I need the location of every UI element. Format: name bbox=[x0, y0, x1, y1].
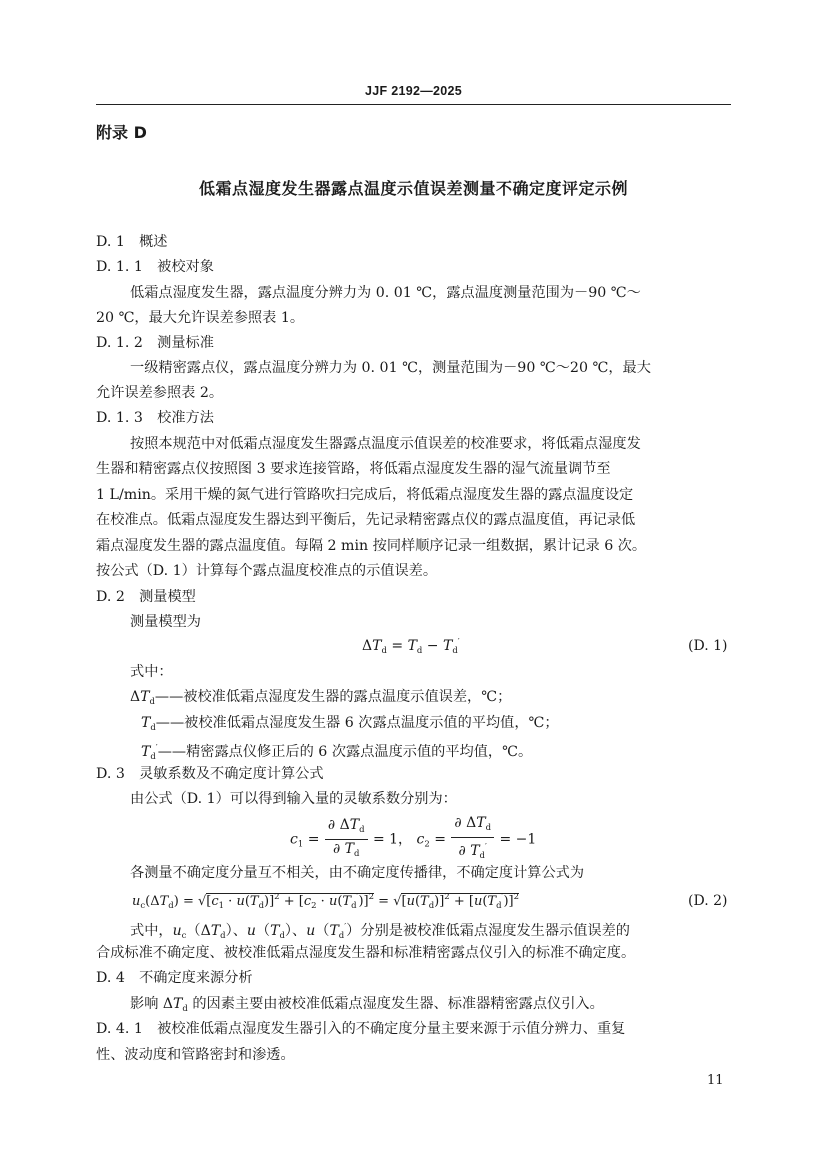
paragraph-line: 性、波动度和管路密封和渗透。 bbox=[96, 1047, 295, 1063]
equation-number: (D. 1) bbox=[688, 638, 728, 654]
section-heading: D. 4. 1 被校准低霜点湿度发生器引入的不确定度分量主要来源于示值分辨力、重复 bbox=[96, 1021, 626, 1037]
section-heading: D. 4 不确定度来源分析 bbox=[96, 970, 253, 986]
definition-text: ——精密露点仪修正后的 6 次露点温度示值的平均值，℃。 bbox=[157, 744, 533, 760]
paragraph-line: 式中： bbox=[130, 664, 173, 680]
symbol-definition: $T_d——$被校准低霜点湿度发生器 6 次露点温度示值的平均值，℃； bbox=[141, 715, 559, 733]
paragraph-line: 各测量不确定度分量互不相关，由不确定度传播律，不确定度计算公式为 bbox=[130, 865, 585, 881]
paragraph-text: 分别是被校准低霜点湿度发生器示值误差的 bbox=[360, 923, 630, 939]
definition-text: ——被校准低霜点湿度发生器 6 次露点温度示值的平均值，℃； bbox=[155, 715, 559, 731]
page-title: 低霜点湿度发生器露点温度示值误差测量不确定度评定示例 bbox=[198, 179, 628, 198]
paragraph-line: 生器和精密露点仪按照图 3 要求连接管路，将低霜点湿度发生器的湿气流量调节至 bbox=[96, 461, 611, 477]
paragraph-line: 20 ℃，最大允许误差参照表 1。 bbox=[96, 310, 305, 326]
paragraph-line: 允许误差参照表 2。 bbox=[96, 385, 224, 401]
section-heading: D. 1. 3 校准方法 bbox=[96, 410, 214, 426]
paragraph-line: 式中，$u_c(\Delta T_d)$、$u(T_d)$、$u(T_d')$分别是被校准低霜点湿度发生器示值误差的 bbox=[130, 922, 630, 941]
equation-d2: $u_c(\Delta T_d) = √[c_1 \cdot u(T_d)]^2 + [c_2 \cdot u(T_d')]^2 = √[u(T_d)]^2 + [u(T_d')]^2$ bbox=[132, 892, 520, 911]
section-heading: D. 1 概述 bbox=[96, 234, 168, 250]
paragraph-line: 影响 $\Delta T_d$ 的因素主要由被校准低霜点湿度发生器、标准器精密露点仪引入。 bbox=[130, 996, 604, 1014]
paragraph-line: 按公式（D. 1）计算每个露点温度校准点的示值误差。 bbox=[96, 563, 438, 579]
paragraph-line: 按照本规范中对低霜点湿度发生器露点温度示值误差的校准要求，将低霜点湿度发 bbox=[130, 436, 641, 452]
symbol-definition: $\Delta T_d——$被校准低霜点湿度发生器的露点温度示值误差，℃； bbox=[130, 689, 512, 707]
paragraph-text: 的因素主要由被校准低霜点湿度发生器、标准器精密露点仪引入。 bbox=[192, 996, 604, 1012]
section-heading: D. 3 灵敏系数及不确定度计算公式 bbox=[96, 766, 324, 782]
paragraph-text: 影响 bbox=[130, 996, 159, 1012]
paragraph-line: 一级精密露点仪，露点温度分辨力为 0. 01 ℃，测量范围为－90 ℃～20 ℃，最大 bbox=[130, 360, 651, 376]
paragraph-line: 霜点湿度发生器的露点温度值。每隔 2 min 按同样顺序记录一组数据，累计记录 6 次。 bbox=[96, 538, 647, 554]
equation-d1: $\Delta T_d = T_d - T_d'$ bbox=[362, 637, 460, 656]
page-number: 11 bbox=[707, 1073, 724, 1088]
paragraph-line: 测量模型为 bbox=[130, 614, 201, 630]
paragraph-line: 合成标准不确定度、被校准低霜点湿度发生器和标准精密露点仪引入的标准不确定度。 bbox=[96, 945, 636, 961]
paragraph-line: 在校准点。低霜点湿度发生器达到平衡后，先记录精密露点仪的露点温度值，再记录低 bbox=[96, 512, 636, 528]
definition-text: ——被校准低霜点湿度发生器的露点温度示值误差，℃； bbox=[154, 689, 512, 705]
symbol-definition: $T_d'——$精密露点仪修正后的 6 次露点温度示值的平均值，℃。 bbox=[141, 743, 533, 762]
section-heading: D. 1. 1 被校对象 bbox=[96, 259, 214, 275]
section-heading: D. 1. 2 测量标准 bbox=[96, 335, 214, 351]
appendix-label: 附录 D bbox=[96, 123, 147, 142]
paragraph-line: 1 L/min。采用干燥的氮气进行管路吹扫完成后，将低霜点湿度发生器的露点温度设定 bbox=[96, 487, 634, 503]
equation-number: (D. 2) bbox=[688, 893, 728, 909]
sensitivity-coefficients: $c_1$ = $\frac{\partial \Delta T_d}{\partial T_d}$ = 1， $c_2$ = $\frac{\partial \Delta T_d}{\partial T_d'}$ = −1 bbox=[290, 815, 537, 861]
paragraph-line: 低霜点湿度发生器，露点温度分辨力为 0. 01 ℃，露点温度测量范围为－90 ℃～ bbox=[130, 285, 641, 301]
header-rule bbox=[96, 104, 731, 105]
paragraph-line: 由公式（D. 1）可以得到输入量的灵敏系数分别为： bbox=[130, 791, 457, 807]
running-header: JJF 2192—2025 bbox=[364, 84, 463, 98]
section-heading: D. 2 测量模型 bbox=[96, 589, 196, 605]
